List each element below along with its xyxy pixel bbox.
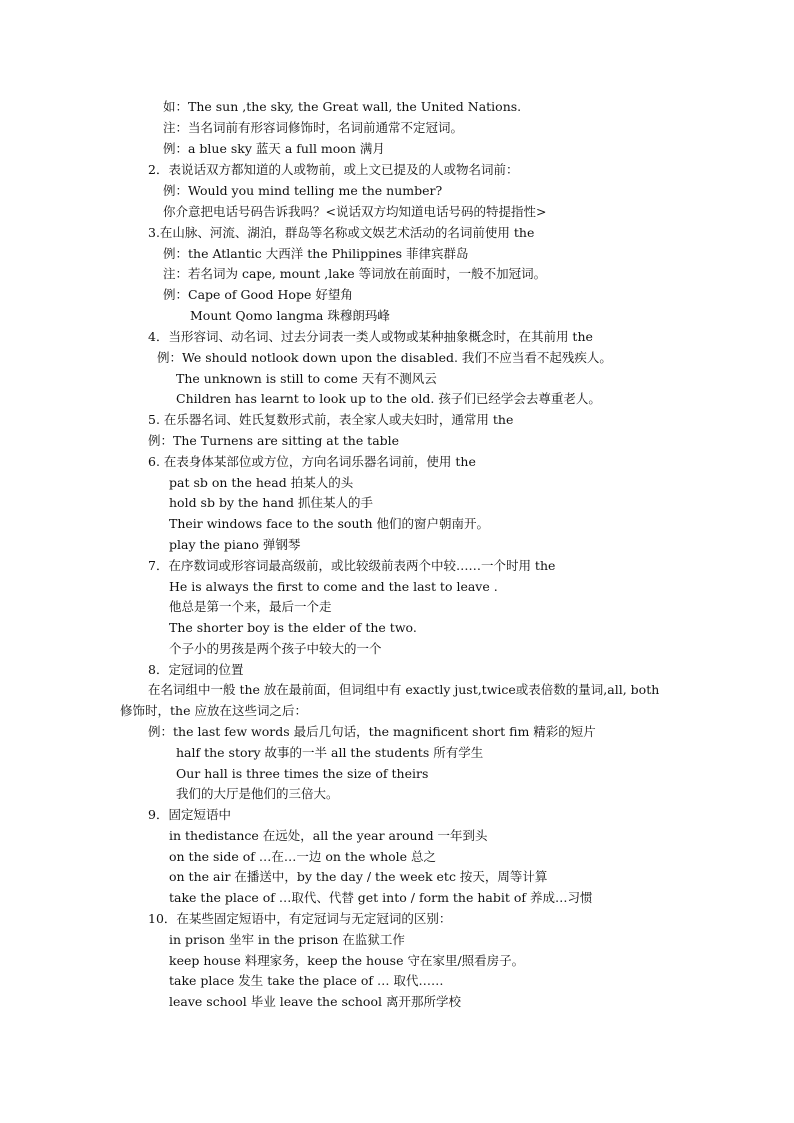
- text-line: take place 发生 take the place of … 取代……: [169, 973, 444, 988]
- text-line: leave school 毕业 leave the school 离开那所学校: [169, 994, 461, 1009]
- text-line: Their windows face to the south 他们的窗户朝南开。: [169, 516, 490, 531]
- text-line: play the piano 弹钢琴: [169, 537, 301, 552]
- text-line: take the place of …取代、代替 get into / form the habit of 养成…习惯: [169, 890, 593, 905]
- text-line: 例：We should notlook down upon the disabled. 我们不应当看不起残疾人。: [157, 350, 612, 365]
- text-line: 个子小的男孩是两个孩子中较大的一个: [169, 641, 382, 656]
- text-line: on the side of …在…一边 on the whole 总之: [169, 849, 437, 864]
- text-line: 7．在序数词或形容词最高级前，或比较级前表两个中较……一个时用 the: [148, 558, 556, 573]
- text-line: The unknown is still to come 天有不测风云: [176, 371, 437, 386]
- text-line: pat sb on the head 拍某人的头: [169, 475, 354, 490]
- text-line: 10．在某些固定短语中，有定冠词与无定冠词的区别：: [148, 911, 452, 926]
- text-line: 4．当形容词、动名词、过去分词表一类人或物或某种抽象概念时，在其前用 the: [148, 329, 593, 344]
- text-line: 如：The sun ,the sky, the Great wall, the United Nations.: [163, 99, 522, 114]
- text-line: 9．固定短语中: [148, 807, 231, 822]
- text-line: 注：若名词为 cape, mount ,lake 等词放在前面时，一般不加冠词。: [163, 266, 547, 281]
- text-line: 6. 在表身体某部位或方位，方向名词乐器名词前，使用 the: [148, 454, 476, 469]
- text-line: 例：a blue sky 蓝天 a full moon 满月: [163, 141, 385, 156]
- text-line: on the air 在播送中，by the day / the week etc 按天，周等计算: [169, 869, 548, 884]
- text-line: Our hall is three times the size of theirs: [176, 766, 429, 781]
- text-line: 例：the last few words 最后几句话，the magnificent short fim 精彩的短片: [148, 724, 596, 739]
- text-line: 5. 在乐器名词、姓氏复数形式前，表全家人或夫妇时，通常用 the: [148, 412, 514, 427]
- text-line: Mount Qomo langma 珠穆朗玛峰: [190, 308, 390, 323]
- text-line: in thedistance 在远处，all the year around 一年到头: [169, 828, 488, 843]
- text-line: keep house 料理家务，keep the house 守在家里/照看房子。: [169, 953, 525, 968]
- text-line: 注：当名词前有形容词修饰时，名词前通常不定冠词。: [163, 120, 464, 135]
- text-line: in prison 坐牢 in the prison 在监狱工作: [169, 932, 405, 947]
- text-line: 例：The Turnens are sitting at the table: [148, 433, 400, 448]
- text-line: 例：Cape of Good Hope 好望角: [163, 287, 353, 302]
- text-line: 修饰时，the 应放在这些词之后：: [120, 703, 307, 718]
- text-line: hold sb by the hand 抓住某人的手: [169, 495, 373, 510]
- text-line: 在名词组中一般 the 放在最前面，但词组中有 exactly just,twice或表倍数的量词,all, both: [148, 682, 660, 697]
- text-line: Children has learnt to look up to the old. 孩子们已经学会去尊重老人。: [176, 391, 601, 406]
- text-line: 我们的大厅是他们的三倍大。: [176, 786, 339, 801]
- text-line: 例：the Atlantic 大西洋 the Philippines 菲律宾群岛: [163, 246, 469, 261]
- text-line: The shorter boy is the elder of the two.: [169, 620, 417, 635]
- text-line: 例：Would you mind telling me the number?: [163, 183, 443, 198]
- text-line: 他总是第一个来，最后一个走: [169, 599, 332, 614]
- text-line: 3.在山脉、河流、湖泊，群岛等名称或文娱艺术活动的名词前使用 the: [148, 225, 535, 240]
- text-line: He is always the first to come and the last to leave .: [169, 579, 498, 594]
- text-line: 你介意把电话号码告诉我吗？<说话双方均知道电话号码的特提指性>: [163, 204, 547, 219]
- text-line: 2．表说话双方都知道的人或物前，或上文已提及的人或物名词前：: [148, 162, 519, 177]
- text-line: 8．定冠词的位置: [148, 662, 244, 677]
- text-line: half the story 故事的一半 all the students 所有学生: [176, 745, 484, 760]
